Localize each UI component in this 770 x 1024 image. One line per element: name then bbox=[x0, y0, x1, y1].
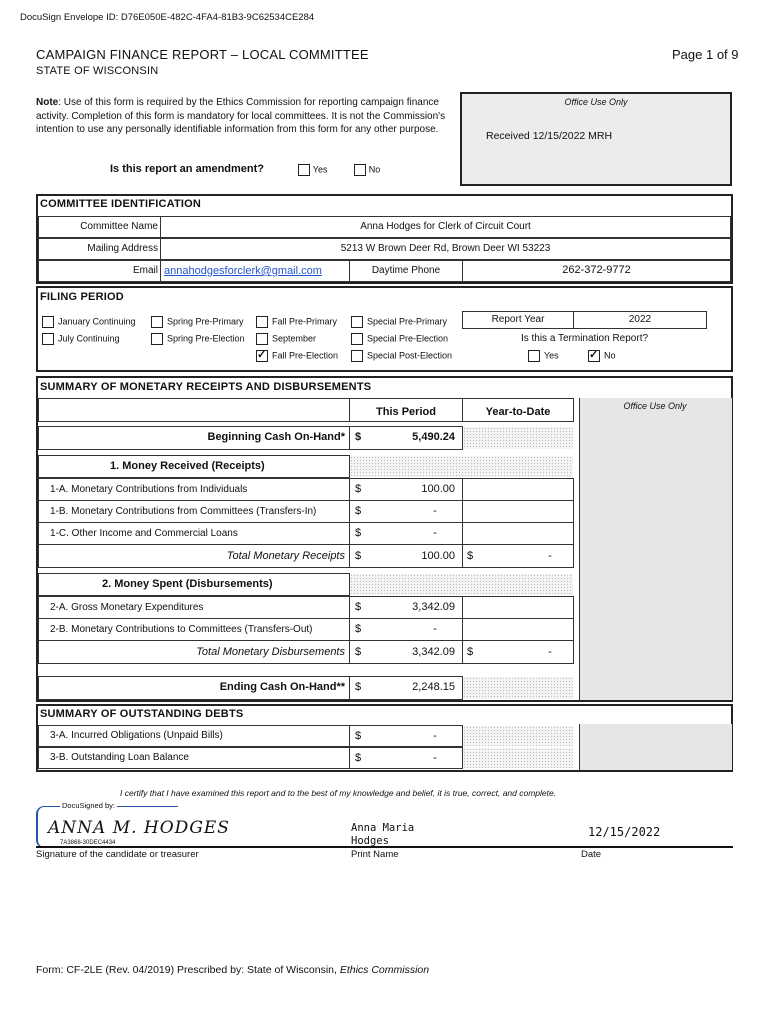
date-value: 12/15/2022 bbox=[588, 825, 661, 839]
row-1b-label: 1-B. Monetary Contributions from Committees (Transfers-In) bbox=[50, 506, 317, 517]
ending-value: 2,248.15 bbox=[412, 681, 455, 693]
termination-yes-label: Yes bbox=[544, 350, 559, 361]
special-post-election-label: Special Post-Election bbox=[367, 350, 453, 361]
committee-title: COMMITTEE IDENTIFICATION bbox=[40, 198, 202, 210]
email-label: Email bbox=[132, 265, 158, 276]
phone-label: Daytime Phone bbox=[371, 265, 441, 276]
row-3b-label: 3-B. Outstanding Loan Balance bbox=[50, 752, 189, 763]
summary-title: SUMMARY OF MONETARY RECEIPTS AND DISBURSEMENTS bbox=[40, 381, 372, 393]
total-disb-label: Total Monetary Disbursements bbox=[196, 646, 345, 658]
row-1a-label: 1-A. Monetary Contributions from Individuals bbox=[50, 484, 248, 495]
beginning-value: 5,490.24 bbox=[412, 431, 455, 443]
amendment-yes-label: Yes bbox=[312, 164, 328, 175]
opt-july[interactable] bbox=[42, 333, 120, 345]
july-checkbox[interactable] bbox=[42, 333, 54, 345]
row-2b-value: - bbox=[433, 623, 437, 635]
amendment-question: Is this report an amendment? bbox=[110, 163, 265, 175]
page-number: Page 1 of 9 bbox=[672, 47, 739, 62]
total-disb-value: 3,342.09 bbox=[412, 646, 455, 658]
col-this-period: This Period bbox=[376, 406, 436, 418]
row-3b-value: - bbox=[433, 752, 437, 764]
spring-pre-primary-checkbox[interactable] bbox=[151, 316, 163, 328]
opt-september[interactable] bbox=[256, 333, 316, 345]
amendment-no[interactable] bbox=[354, 164, 380, 176]
note-text: : Use of this form is required by the Ethics Commission for reporting campaign finance activity. Completion of this form is mandatory for local committees. It is not the Commission's intention to use any personally identifiable information from this form for any other purpose. bbox=[36, 97, 446, 135]
termination-yes-checkbox[interactable] bbox=[528, 350, 540, 362]
received-stamp: Received 12/15/2022 MRH bbox=[486, 130, 613, 142]
report-year-value: 2022 bbox=[628, 314, 652, 325]
row-3a-label: 3-A. Incurred Obligations (Unpaid Bills) bbox=[50, 730, 223, 741]
row-1b-value: - bbox=[433, 505, 437, 517]
filing-title: FILING PERIOD bbox=[40, 291, 124, 303]
spring-pre-primary-label: Spring Pre-Primary bbox=[167, 316, 244, 327]
footer-italic: Ethics Commission bbox=[339, 964, 430, 976]
special-pre-primary-checkbox[interactable] bbox=[351, 316, 363, 328]
spent-heading: 2. Money Spent (Disbursements) bbox=[102, 578, 273, 590]
committee-name-label: Committee Name bbox=[80, 221, 158, 232]
form-subtitle: STATE OF WISCONSIN bbox=[36, 65, 159, 77]
spring-pre-election-checkbox[interactable] bbox=[151, 333, 163, 345]
termination-question: Is this a Termination Report? bbox=[520, 333, 649, 344]
footer-text: Form: CF-2LE (Rev. 04/2019) Prescribed by: State of Wisconsin, bbox=[36, 964, 340, 976]
january-checkbox[interactable] bbox=[42, 316, 54, 328]
row-3b-ytd-shaded bbox=[463, 748, 573, 768]
ending-label: Ending Cash On-Hand** bbox=[219, 681, 345, 693]
total-disb-ytd: - bbox=[548, 646, 552, 658]
amendment-yes-checkbox[interactable] bbox=[298, 164, 310, 176]
row-2b-ytd-cell[interactable] bbox=[462, 618, 574, 641]
row-2a-label: 2-A. Gross Monetary Expenditures bbox=[50, 602, 204, 613]
row-1b-ytd-cell[interactable] bbox=[462, 500, 574, 523]
total-receipts-ytd: - bbox=[548, 550, 552, 562]
fall-pre-primary-checkbox[interactable] bbox=[256, 316, 268, 328]
total-disb-ytd-currency: $ bbox=[467, 646, 474, 658]
fall-pre-election-label: Fall Pre-Election bbox=[272, 350, 339, 361]
summary-office-use-label: Office Use Only bbox=[623, 401, 687, 411]
signature-label: Signature of the candidate or treasurer bbox=[36, 849, 199, 860]
col-ytd: Year-to-Date bbox=[485, 406, 551, 418]
beginning-label: Beginning Cash On-Hand* bbox=[207, 431, 345, 443]
note-label: Note bbox=[36, 97, 59, 108]
row-2a-currency: $ bbox=[355, 601, 362, 613]
ending-currency: $ bbox=[355, 681, 362, 693]
opt-special-pre-election[interactable] bbox=[351, 333, 448, 345]
row-1c-value: - bbox=[433, 527, 437, 539]
print-name-label: Print Name bbox=[351, 849, 399, 860]
total-receipts-ytd-currency: $ bbox=[467, 550, 474, 562]
special-post-election-checkbox[interactable] bbox=[351, 350, 363, 362]
row-1c-currency: $ bbox=[355, 527, 362, 539]
signature-image: ANNA M. HODGES bbox=[48, 818, 230, 838]
summary-office-use-column bbox=[579, 398, 732, 700]
opt-spring-pre-primary[interactable] bbox=[151, 316, 244, 328]
certify-text: I certify that I have examined this report and to the best of my knowledge and belief, it is true, correct, and complete. bbox=[120, 788, 557, 798]
debts-title: SUMMARY OF OUTSTANDING DEBTS bbox=[40, 708, 244, 720]
mailing-address-label: Mailing Address bbox=[87, 243, 158, 254]
beginning-ytd-shaded bbox=[463, 427, 573, 449]
amendment-no-checkbox[interactable] bbox=[354, 164, 366, 176]
special-pre-primary-label: Special Pre-Primary bbox=[367, 316, 448, 327]
row-1c-label: 1-C. Other Income and Commercial Loans bbox=[50, 528, 238, 539]
total-receipts-currency: $ bbox=[355, 550, 362, 562]
mailing-address-value: 5213 W Brown Deer Rd, Brown Deer WI 53223 bbox=[340, 243, 551, 254]
envelope-id: DocuSign Envelope ID: D76E050E-482C-4FA4-81B3-9C62534CE284 bbox=[20, 12, 315, 23]
date-label: Date bbox=[581, 849, 602, 860]
docusigned-by: DocuSigned by: bbox=[62, 801, 115, 810]
row-2b-label: 2-B. Monetary Contributions to Committees (Transfers-Out) bbox=[50, 624, 313, 635]
opt-special-post-election[interactable] bbox=[351, 350, 452, 362]
row-1a-value: 100.00 bbox=[421, 483, 455, 495]
print-name-line2: Hodges bbox=[351, 835, 389, 847]
opt-fall-pre-primary[interactable] bbox=[256, 316, 337, 328]
office-use-label: Office Use Only bbox=[564, 97, 628, 107]
september-checkbox[interactable] bbox=[256, 333, 268, 345]
termination-yes[interactable] bbox=[528, 350, 559, 362]
opt-spring-pre-election[interactable] bbox=[151, 333, 245, 345]
received-heading-shaded bbox=[350, 456, 573, 477]
note-paragraph bbox=[36, 96, 466, 137]
row-2a-value: 3,342.09 bbox=[412, 601, 455, 613]
termination-no-label: No bbox=[604, 350, 616, 361]
amendment-no-label: No bbox=[368, 164, 381, 175]
special-pre-election-checkbox[interactable] bbox=[351, 333, 363, 345]
spring-pre-election-label: Spring Pre-Election bbox=[167, 333, 245, 344]
total-disb-currency: $ bbox=[355, 646, 362, 658]
form-title: CAMPAIGN FINANCE REPORT – LOCAL COMMITTEE bbox=[36, 47, 369, 62]
row-2b-currency: $ bbox=[355, 623, 362, 635]
row-3a-ytd-shaded bbox=[463, 726, 573, 746]
january-label: January Continuing bbox=[58, 316, 136, 327]
opt-special-pre-primary[interactable] bbox=[351, 316, 447, 328]
debts-office-use bbox=[579, 724, 732, 770]
received-heading: 1. Money Received (Receipts) bbox=[110, 460, 265, 472]
committee-name-value: Anna Hodges for Clerk of Circuit Court bbox=[360, 221, 531, 232]
office-use-box bbox=[460, 92, 732, 186]
special-pre-election-label: Special Pre-Election bbox=[367, 333, 449, 344]
row-1b-currency: $ bbox=[355, 505, 362, 517]
ending-ytd-shaded bbox=[463, 677, 573, 699]
row-1a-currency: $ bbox=[355, 483, 362, 495]
termination-no[interactable] bbox=[588, 350, 616, 362]
beginning-currency: $ bbox=[355, 431, 362, 443]
header-blank-cell bbox=[38, 398, 350, 422]
email-link[interactable]: annahodgesforclerk@gmail.com bbox=[164, 265, 322, 277]
row-3a-value: - bbox=[433, 730, 437, 742]
amendment-yes[interactable] bbox=[298, 164, 327, 176]
september-label: September bbox=[272, 333, 317, 344]
fall-pre-election-checkbox[interactable] bbox=[256, 350, 268, 362]
phone-value: 262-372-9772 bbox=[562, 264, 631, 276]
termination-no-checkbox[interactable] bbox=[588, 350, 600, 362]
total-receipts-value: 100.00 bbox=[421, 550, 455, 562]
row-1c-ytd-cell[interactable] bbox=[462, 522, 574, 545]
row-2a-ytd-cell[interactable] bbox=[462, 596, 574, 619]
signature-id: 7A3868-30DEC4434 bbox=[60, 840, 116, 846]
opt-january[interactable] bbox=[42, 316, 136, 328]
row-3a-currency: $ bbox=[355, 730, 362, 742]
fall-pre-primary-label: Fall Pre-Primary bbox=[272, 316, 338, 327]
report-year-label: Report Year bbox=[491, 314, 545, 325]
row-3b-currency: $ bbox=[355, 752, 362, 764]
spent-heading-shaded bbox=[350, 574, 573, 595]
row-1a-ytd-cell[interactable] bbox=[462, 478, 574, 501]
footer bbox=[36, 964, 429, 976]
july-label: July Continuing bbox=[58, 333, 120, 344]
total-receipts-label: Total Monetary Receipts bbox=[226, 550, 345, 562]
opt-fall-pre-election[interactable] bbox=[256, 350, 338, 362]
print-name-line1: Anna Maria bbox=[351, 822, 415, 834]
